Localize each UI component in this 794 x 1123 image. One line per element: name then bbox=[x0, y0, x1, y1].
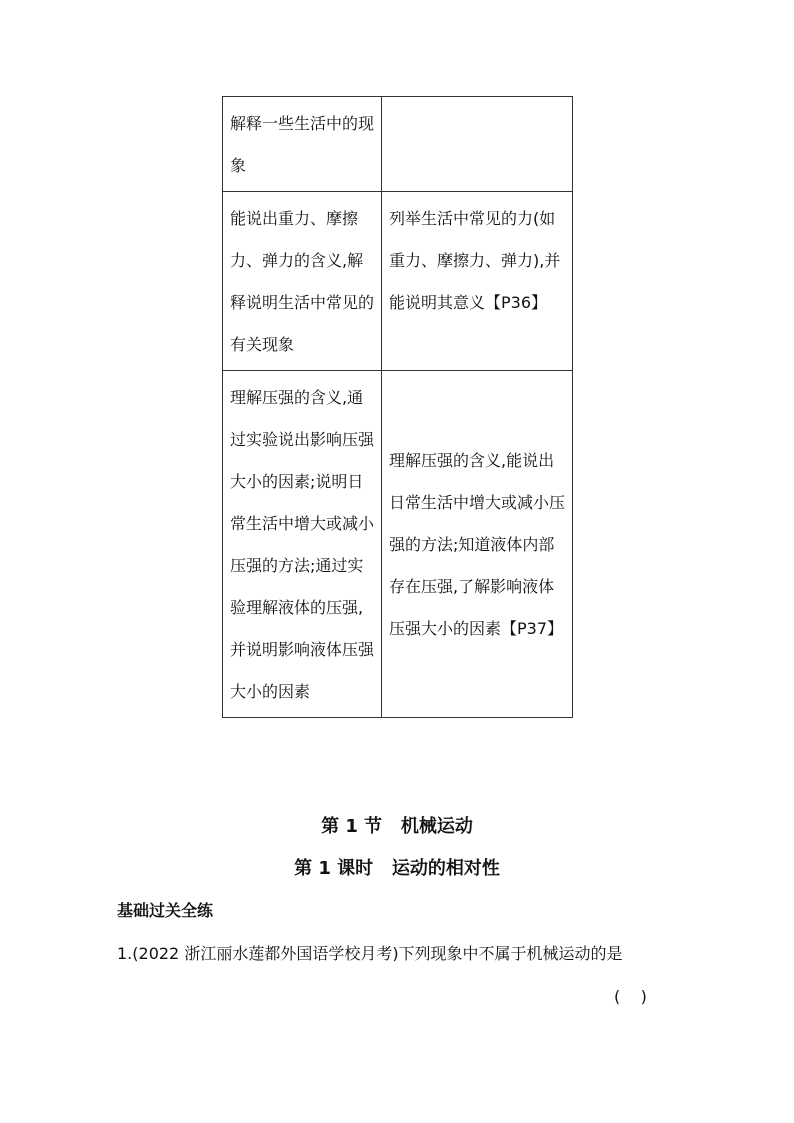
table-cell-left: 能说出重力、摩擦力、弹力的含义,解释说明生活中常见的有关现象 bbox=[223, 192, 382, 371]
table-cell-left: 解释一些生活中的现象 bbox=[223, 97, 382, 192]
table-row bbox=[223, 97, 573, 192]
section-title: 第 1 节 机械运动 bbox=[321, 816, 473, 837]
table-cell-left: 理解压强的含义,通过实验说出影响压强大小的因素;说明日常生活中增大或减小压强的方法;通过实验理解液体的压强,并说明影响液体压强大小的因素 bbox=[223, 371, 382, 718]
table-cell-right: 理解压强的含义,能说出日常生活中增大或减小压强的方法;知道液体内部存在压强,了解影响液体压强大小的因素【P37】 bbox=[382, 371, 573, 718]
lesson-title: 第 1 课时 运动的相对性 bbox=[294, 858, 500, 879]
table-row bbox=[223, 192, 573, 371]
table-row bbox=[223, 371, 573, 718]
exercise-heading: 基础过关全练 bbox=[117, 901, 214, 920]
answer-blank: ( ) bbox=[614, 987, 647, 1006]
curriculum-requirements-table bbox=[222, 96, 573, 718]
question-1: 1.(2022 浙江丽水莲都外国语学校月考)下列现象中不属于机械运动的是 bbox=[117, 944, 623, 963]
table-cell-right bbox=[382, 97, 573, 192]
table-cell-right: 列举生活中常见的力(如重力、摩擦力、弹力),并能说明其意义【P36】 bbox=[382, 192, 573, 371]
